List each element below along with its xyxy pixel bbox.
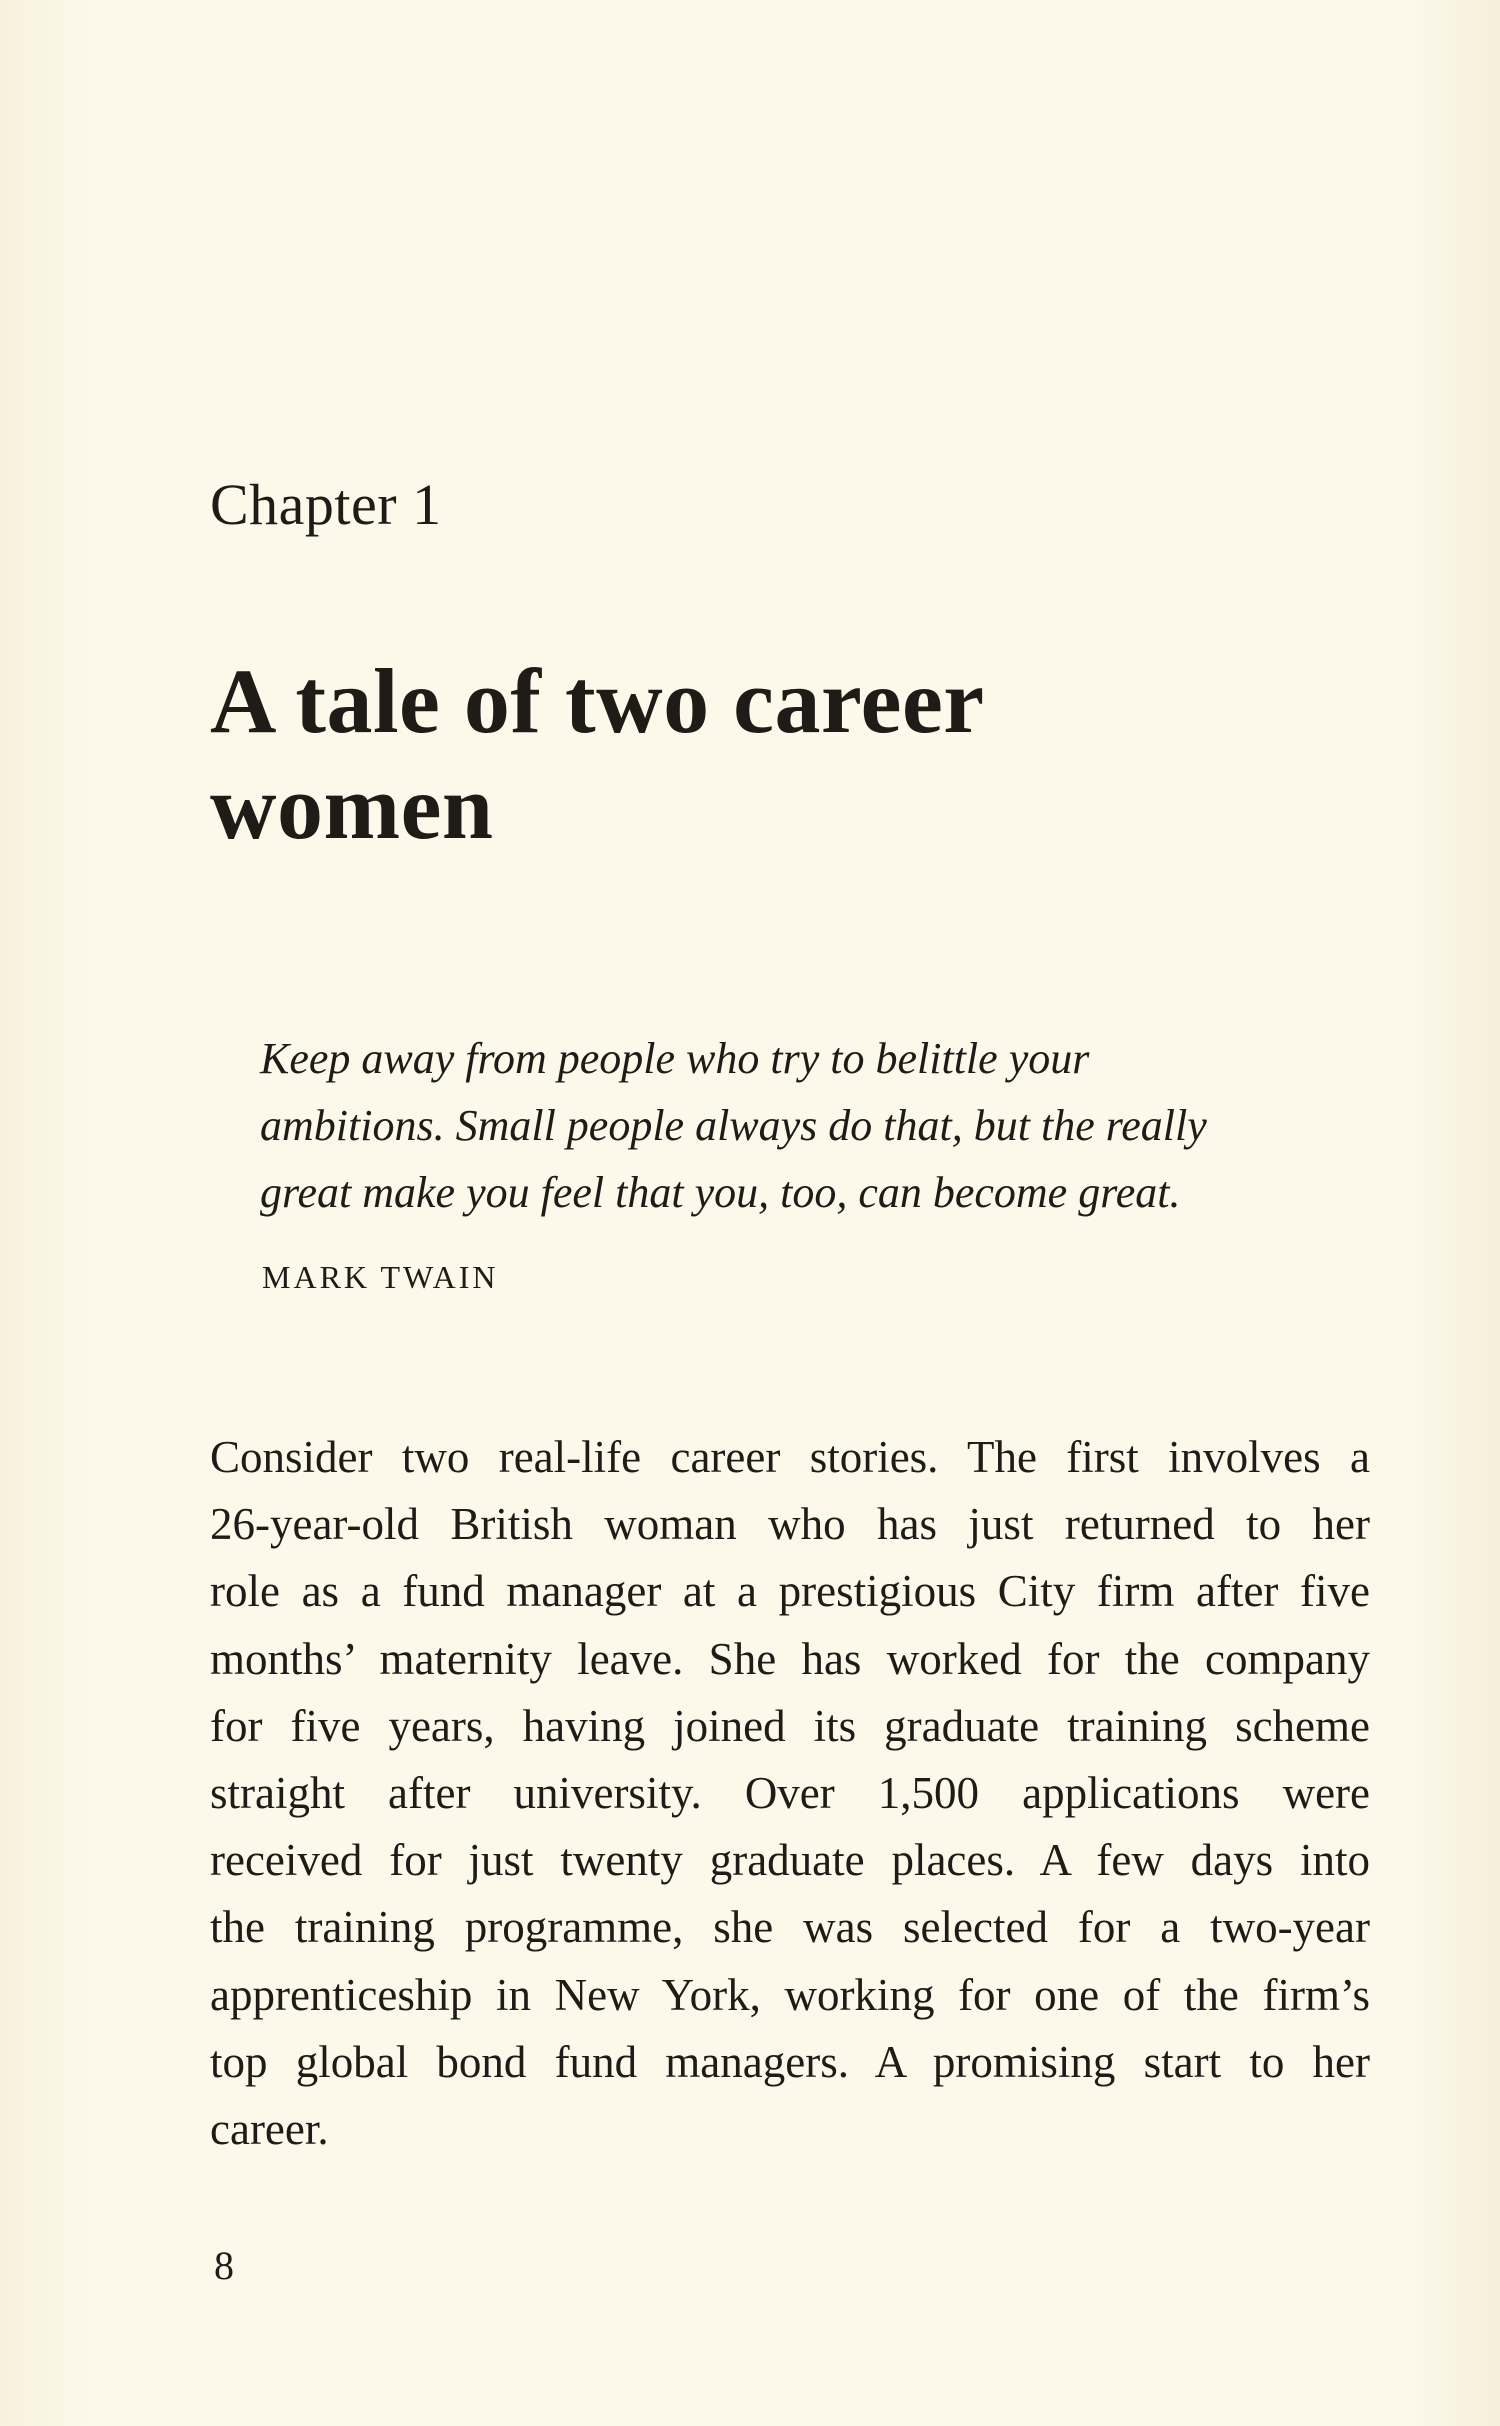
body-line: 26-year-old British woman who has just returned to her (210, 1499, 1370, 1550)
body-line: Consider two real-life career stories. The first involves a (210, 1432, 1370, 1482)
body-line: top global bond fund managers. A promising start to her (210, 2036, 1370, 2087)
epigraph-quote (260, 1025, 1320, 1226)
body-line: for five years, having joined its graduate training scheme (210, 1700, 1370, 1751)
chapter-label: Chapter 1 (210, 472, 442, 537)
body-line: role as a fund manager at a prestigious City firm after five (210, 1566, 1370, 1617)
body-paragraph (210, 1424, 1370, 2163)
page-number: 8 (214, 2243, 234, 2288)
chapter-title-line: A tale of two career (210, 650, 985, 752)
chapter-title-line: women (210, 756, 494, 858)
body-line: apprenticeship in New York, working for one of the firm’s (210, 1969, 1370, 2020)
body-line: months’ maternity leave. She has worked for the company (210, 1633, 1370, 1684)
epigraph-attribution: MARK TWAIN (262, 1259, 499, 1295)
body-line: career. (210, 2104, 329, 2155)
body-line: straight after university. Over 1,500 applications were (210, 1768, 1370, 1819)
body-line: received for just twenty graduate places. A few days into (210, 1835, 1370, 1886)
epigraph-line: great make you feel that you, too, can become great. (260, 1168, 1181, 1217)
chapter-title (210, 648, 1210, 860)
epigraph-line: Keep away from people who try to belittle your (260, 1034, 1090, 1083)
body-line: the training programme, she was selected for a two-year (210, 1902, 1370, 1953)
epigraph-line: ambitions. Small people always do that, but the really (260, 1101, 1207, 1150)
